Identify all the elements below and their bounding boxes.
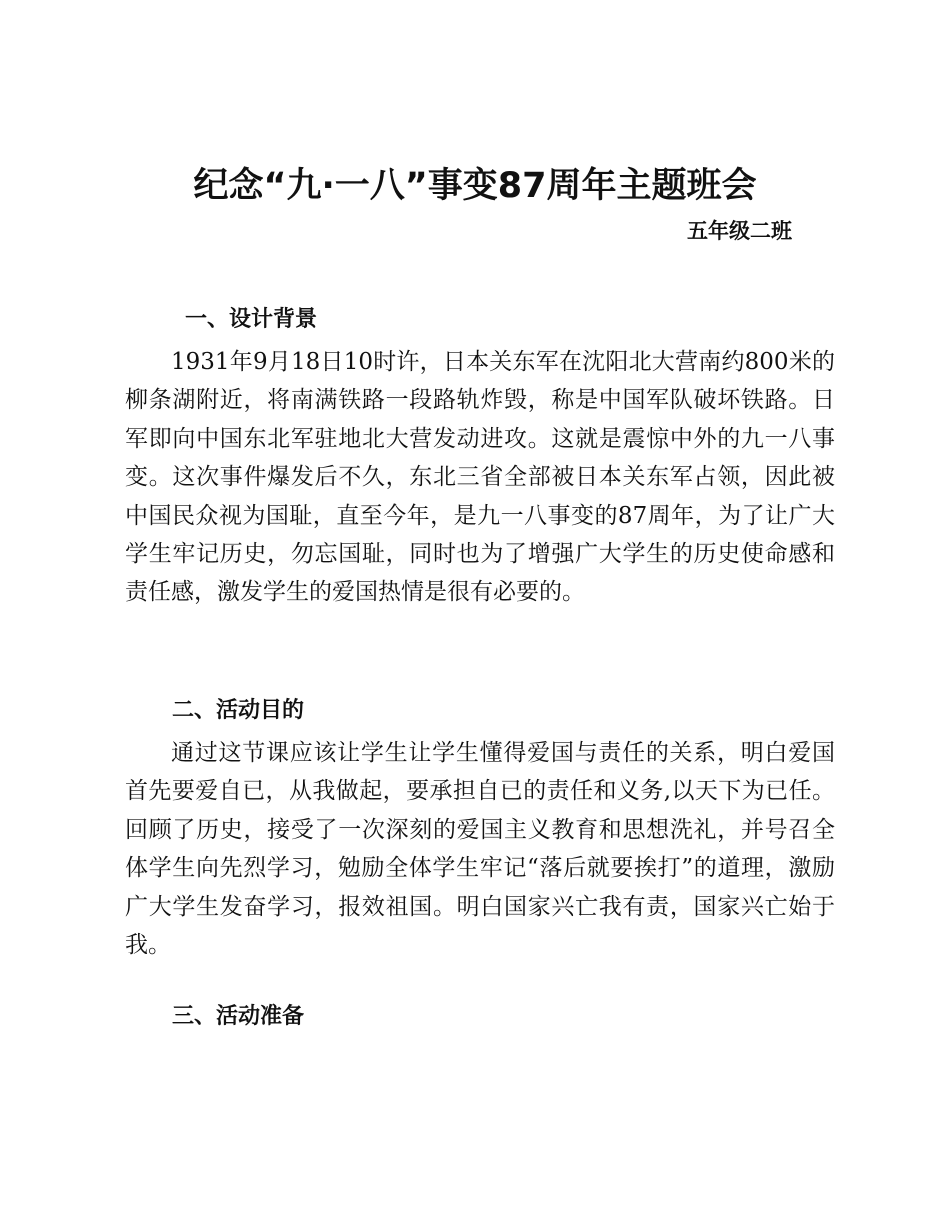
section-body-purpose: 通过这节课应该让学生让学生懂得爱国与责任的关系，明白爱国首先要爱自已，从我做起，要承担自已的责任和义务,以天下为已任。回顾了历史，接受了一次深刻的爱国主义教育和思想洗礼，并号召全体学生向先烈学习，勉励全体学生牢记“落后就要挨打”的道理，激励广大学生发奋学习，报效祖国。明白国家兴亡我有责，国家兴亡始于我。 [125, 740, 835, 959]
document-title: 纪念“九·一八”事变87周年主题班会 [193, 166, 757, 206]
section-heading-background: 一、设计背景 [185, 307, 318, 332]
section-body-background: 1931年9月18日10时许，日本关东军在沈阳北大营南约800米的柳条湖附近，将南满铁路一段路轨炸毁，称是中国军队破坏铁路。日军即向中国东北军驻地北大营发动进攻。这就是震惊中外的九一八事变。这次事件爆发后不久，东北三省全部被日本关东军占领，因此被中国民众视为国耻，直至今年，是九一八事变的87周年，为了让广大学生牢记历史，勿忘国耻，同时也为了增强广大学生的历史使命感和责任感，激发学生的爱国热情是很有必要的。 [125, 349, 835, 606]
class-name: 五年级二班 [687, 219, 792, 243]
section-heading-purpose: 二、活动目的 [172, 698, 305, 723]
section-heading-preparation: 三、活动准备 [172, 1004, 305, 1029]
